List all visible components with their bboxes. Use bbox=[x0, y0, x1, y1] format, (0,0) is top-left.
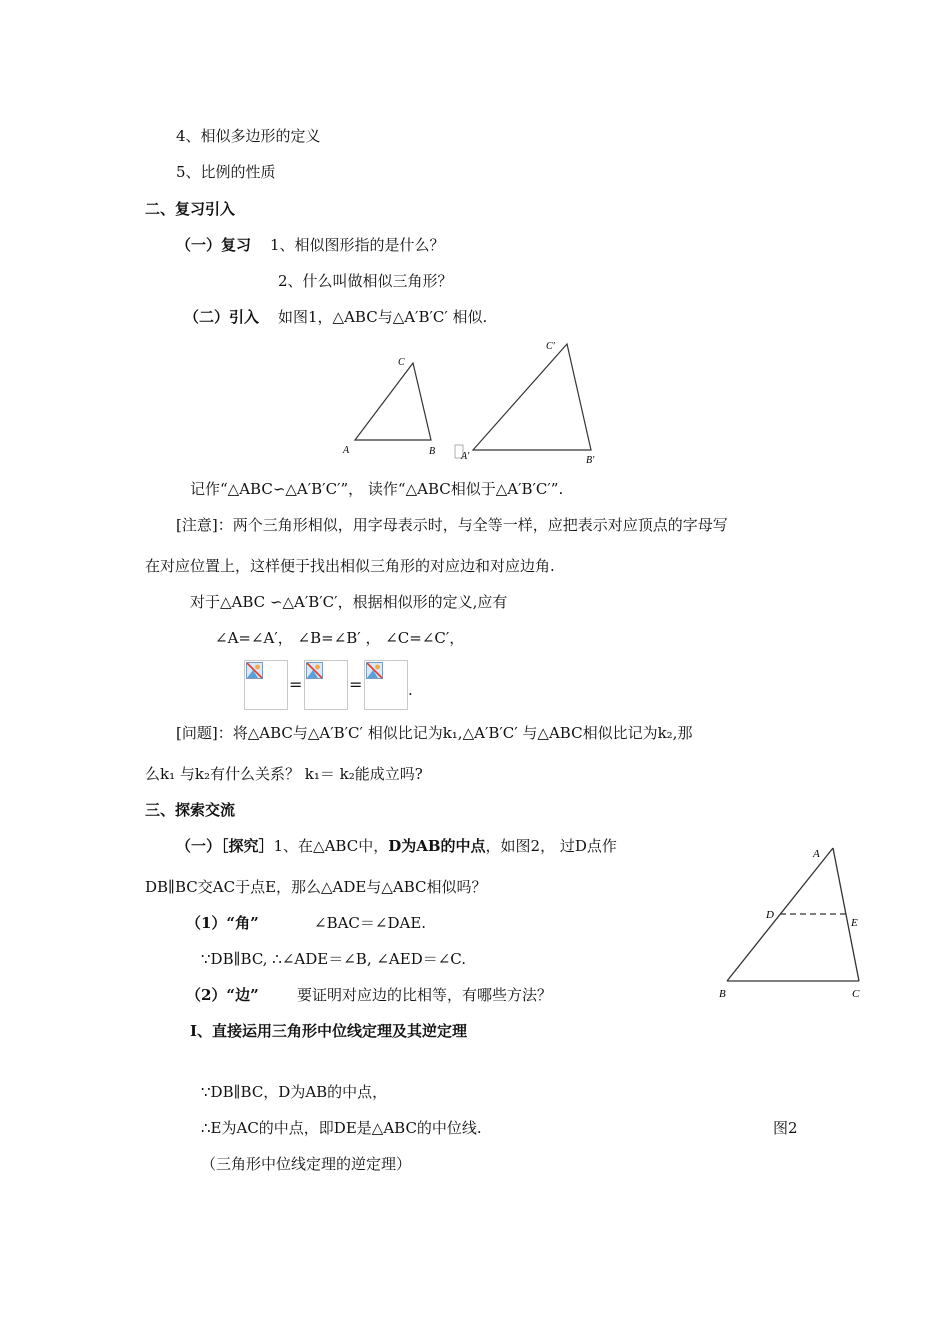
side-text: 要证明对应边的比相等，有哪些方法？ bbox=[297, 986, 553, 1004]
item-proportion-property: 5、比例的性质 bbox=[176, 163, 276, 181]
definition-intro: 对于△ABC ∽△A′B′C′，根据相似形的定义,应有 bbox=[190, 593, 508, 611]
ratio-image-2 bbox=[304, 660, 348, 710]
ratio-image-3 bbox=[364, 660, 408, 710]
figure-1-triangles bbox=[330, 335, 620, 470]
notation-line: 记作“△ABC∽△A′B′C′”， 读作“△ABC相似于△A′B′C′”. bbox=[190, 480, 564, 498]
review-question-1: 1、相似图形指的是什么？ bbox=[270, 236, 445, 254]
angle-equalities: ∠A=∠A′， ∠B=∠B′ ， ∠C=∠C′， bbox=[215, 629, 465, 647]
explore-line-2: DB∥BC交AC于点E，那么△ADE与△ABC相似吗？ bbox=[145, 878, 487, 896]
note-line-1: [注意]：两个三角形相似，用字母表示时，与全等一样，应把表示对应顶点的字母写 bbox=[176, 516, 728, 534]
explore-heading: （一）［探究］ bbox=[176, 837, 274, 855]
ratio-period: . bbox=[408, 681, 413, 699]
explore-midpoint: D为AB的中点 bbox=[388, 837, 486, 855]
vertex-label-a: A bbox=[343, 445, 350, 456]
vertex-label-b: B bbox=[719, 988, 726, 1000]
explore-line-1 bbox=[176, 836, 617, 856]
angle-equality: ∠BAC＝∠DAE. bbox=[314, 914, 427, 932]
vertex-label-c: C bbox=[852, 988, 860, 1000]
vertex-label-e: E bbox=[851, 917, 858, 929]
angle-heading: （1）“角” bbox=[186, 914, 259, 932]
triangle-abc-midline bbox=[719, 848, 860, 1000]
method-1-heading: Ⅰ、直接运用三角形中位线定理及其逆定理 bbox=[190, 1022, 468, 1040]
equals-sign-1: = bbox=[289, 675, 303, 694]
vertex-label-b-prime: B′ bbox=[586, 455, 595, 466]
figure-2-triangle bbox=[710, 838, 870, 1003]
vertex-label-c: C bbox=[398, 357, 405, 368]
section-heading-explore: 三、探索交流 bbox=[145, 801, 236, 819]
theorem-note: （三角形中位线定理的逆定理） bbox=[201, 1155, 412, 1173]
image-placeholder-icon bbox=[366, 662, 383, 679]
vertex-label-d: D bbox=[766, 909, 774, 921]
triangle-a1b1c1 bbox=[455, 341, 595, 466]
intro-heading: （二）引入 bbox=[184, 308, 260, 326]
explore-text-c: ，如图2， 过D点作 bbox=[485, 837, 617, 855]
image-placeholder-icon bbox=[306, 662, 323, 679]
explore-text-a: 1、在△ABC中， bbox=[273, 837, 389, 855]
image-placeholder-icon bbox=[246, 662, 263, 679]
because-parallel: ∵DB∥BC, ∴∠ADE＝∠B, ∠AED＝∠C. bbox=[201, 950, 467, 968]
triangle-abc bbox=[342, 357, 435, 457]
item-similar-polygon-def: 4、相似多边形的定义 bbox=[176, 127, 321, 145]
vertex-label-b: B bbox=[429, 446, 436, 457]
equals-sign-2: = bbox=[349, 675, 363, 694]
review-heading: （一）复习 bbox=[176, 236, 252, 254]
therefore-midline: ∴E为AC的中点，即DE是△ABC的中位线. bbox=[201, 1119, 482, 1137]
vertex-label-a: A bbox=[813, 848, 820, 860]
vertex-label-a-prime: A′ bbox=[461, 451, 470, 462]
section-heading-review: 二、复习引入 bbox=[145, 200, 236, 218]
intro-text: 如图1，△ABC与△A′B′C′ 相似. bbox=[278, 308, 488, 326]
figure-2-caption: 图2 bbox=[773, 1119, 798, 1137]
because-midpoint: ∵DB∥BC，D为AB的中点， bbox=[201, 1083, 388, 1101]
note-line-2: 在对应位置上，这样便于找出相似三角形的对应边和对应边角. bbox=[145, 557, 555, 575]
question-line-2: 么k₁ 与k₂有什么关系？ k₁＝ k₂能成立吗? bbox=[145, 765, 423, 783]
side-heading: （2）“边” bbox=[186, 986, 259, 1004]
vertex-label-c-prime: C′ bbox=[546, 341, 555, 352]
ratio-image-1 bbox=[244, 660, 288, 710]
question-line-1: [问题]：将△ABC与△A′B′C′ 相似比记为k₁,△A′B′C′ 与△ABC相似比记为k₂,那 bbox=[176, 724, 693, 742]
review-question-2: 2、什么叫做相似三角形？ bbox=[278, 272, 453, 290]
